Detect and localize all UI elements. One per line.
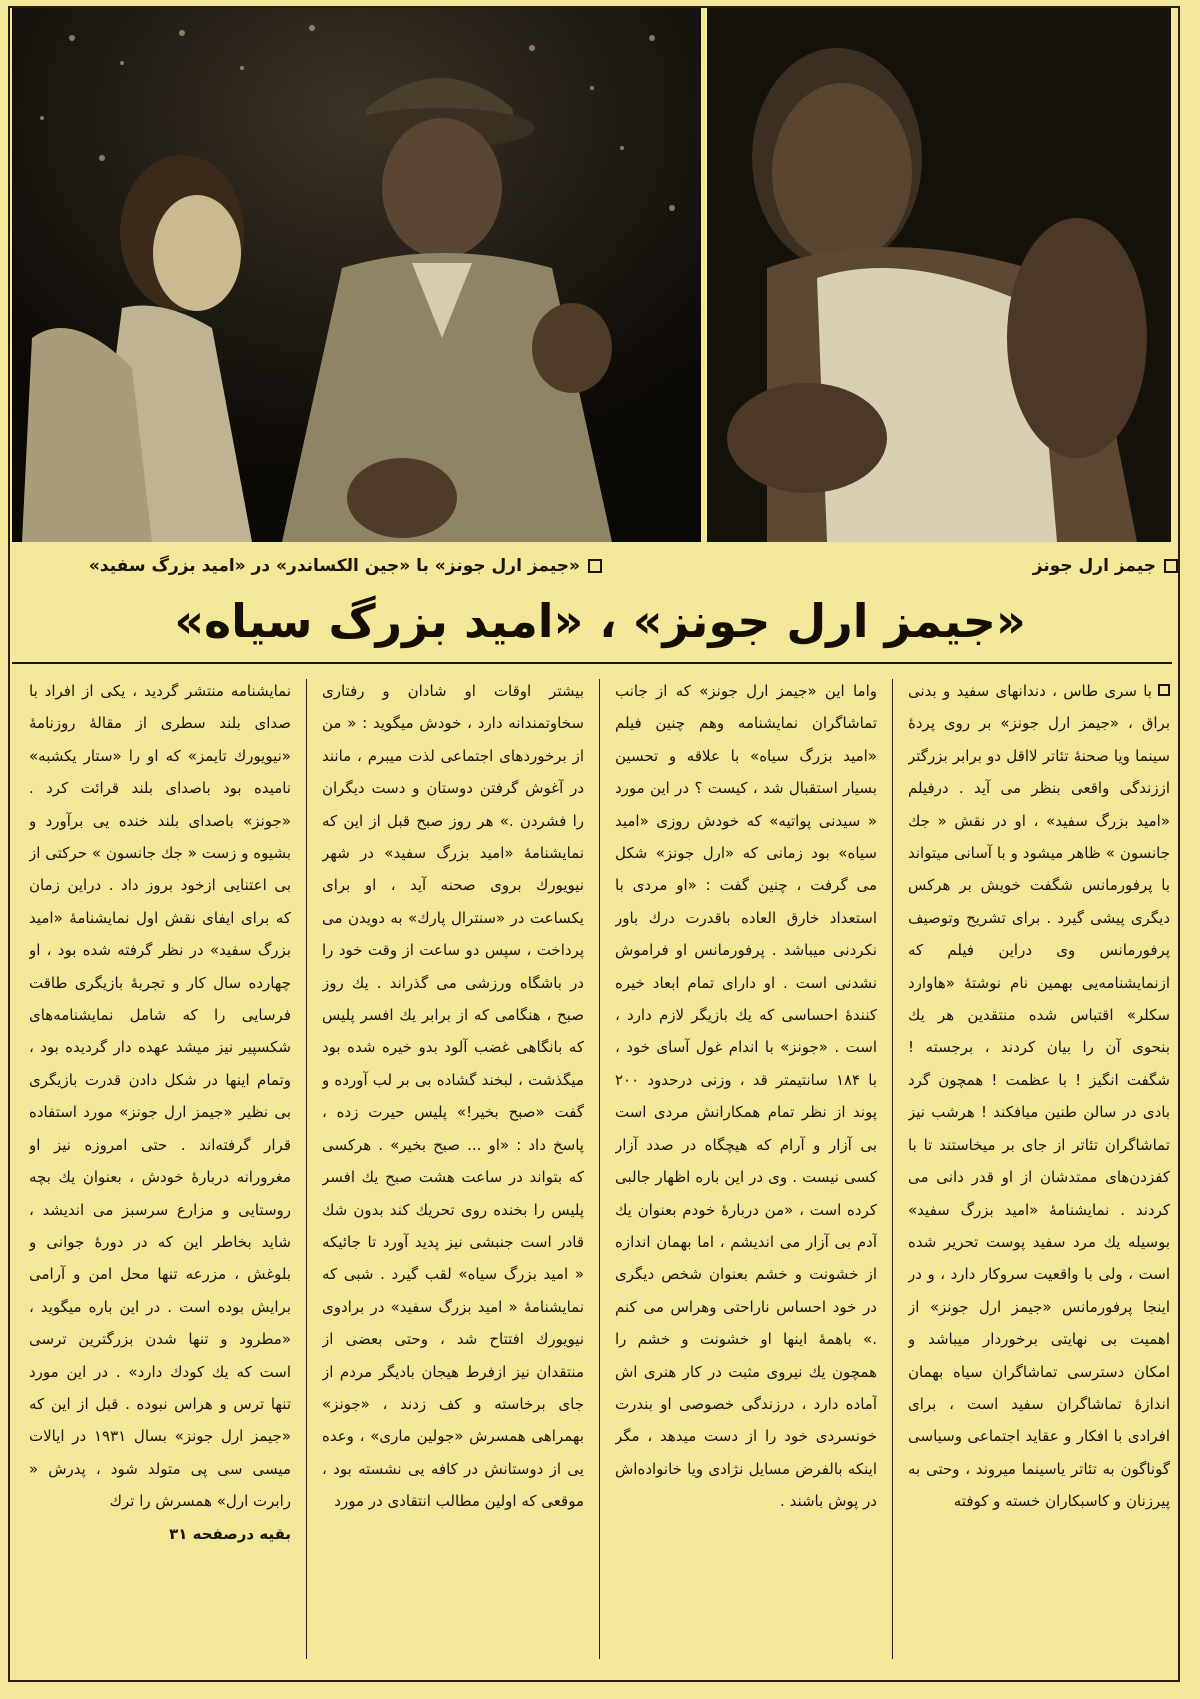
caption-box-icon [1164, 559, 1178, 573]
photo-james-earl-jones-image [707, 8, 1171, 542]
caption-left [89, 551, 602, 581]
article-column-2 [615, 675, 877, 1665]
column-1-text: با سری طاس ، دندانهای سفید و بدنی براق ، «جیمز ارل جونز» بر روی پردهٔ سینما ویا صحنهٔ تئاتر لااقل دو برابر بزرگتر اززندگی واقعی بنظر می آید . درفیلم «امید بزرگ سفید» ، او در نقش « جك جانسون » ظاهر میشود و با آسانی میتواند با پرفورمانس شگفت خویش بر هرکس دیگری پیشی گیرد . برای تشریح وتوصیف پرفورمانس وی دراین فیلم که ازنمایشنامه‌یی بهمین نام نوشتهٔ «هاوارد سکلر» اقتباس شده منتقدین هر یك بنحوی آن را بیان کردند ، برجسته ! شگفت انگیز ! با عظمت ! همچون گرد بادی در سالن طنین میافکند ! هرشب نیز تماشاگران تئاتر از جای بر میخاستند تا با کفزدن‌های ممتدشان از او قدر دانی می کردند . نمایشنامهٔ «امید بزرگ سفید» بوسیله یك مرد سفید پوست تحریر شده است ، ولی با واقعیت سروکار دارد ، و در اینجا پرفورمانس «جیمز ارل جونز» از اهمیت بی نهایتی برخوردار میباشد و امکان دسترسی تماشاگران سیاه بهمان اندازهٔ تماشاگران سفید است ، برای افرادی با افکار و عقاید اجتماعی وسیاسی گوناگون به تئاتر یاسینما میروند ، وحتی به پیرزنان و کاسبکاران خسته و کوفته [908, 682, 1170, 1511]
paragraph-box-icon [1158, 684, 1170, 696]
article-body [30, 675, 1170, 1665]
headline-rule [12, 662, 1172, 664]
article-column-4 [29, 675, 291, 1665]
article-column-1 [908, 675, 1170, 1665]
caption-left-text: «جیمز ارل جونز» با «جین الکساندر» در «امید بزرگ سفید» [88, 556, 580, 576]
photo-jones-with-alexander-image [12, 8, 701, 542]
article-column-3 [322, 675, 584, 1665]
column-2-text: واما این «جیمز ارل جونز» که از جانب تماشاگران نمایشنامه وهم چنین فیلم «امید بزرگ سیاه» با علاقه و تحسین بسیار استقبال شد ، کیست ؟ در این مورد « سیدنی پواتیه» که خودش روزی «امید سیاه» بود زمانی که «ارل جونز» شکل می گرفت ، چنین گفت : «او مردی با استعداد خارق العاده باقدرت درك باور نکردنی میباشد . پرفورمانس او فراموش نشدنی است . او دارای تمام ابعاد خیره کنندهٔ احساسی که یك بازیگر لازم دارد ، است . «جونز» با اندام غول آسای خود ، با ۱۸۴ سانتیمتر قد ، وزنی درحدود ۲۰۰ پوند از نظر تمام همکارانش مردی است بی آزار و آرام که هیچگاه در صدد آزار کسی نیست . وی در این باره اظهار جالبی کرده است ، «من دربارهٔ خودم بعنوان یك آدم بی آزار می اندیشم ، اما بهمان اندازه از خشونت و خشم بعنوان شخص دیگری در خود احساس ناراحتی وهراس می کنم .» باهمهٔ اینها او خشونت و خشم را همچون یك نیروی مثبت در کار هنری اش آماده دارد ، درزندگی خصوصی او بندرت خونسردی خود را از دست میدهد ، مگر اینکه بالفرض مسایل نژادی ویا خانواده‌اش در پوش باشند . [615, 682, 877, 1511]
column-divider [892, 679, 893, 1659]
column-divider [306, 679, 307, 1659]
caption-right [1033, 551, 1178, 581]
column-divider [599, 679, 600, 1659]
continued-on-page: بقیه درصفحه ۳۱ [169, 1524, 291, 1543]
photo-jones-with-alexander [12, 8, 701, 542]
column-3-text: بیشتر اوقات او شادان و رفتاری سخاوتمندانه دارد ، خودش میگوید : « من از برخوردهای اجتماعی لذت میبرم ، مانند در آغوش گرفتن دوستان و دست دیگران را فشردن .» هر روز صبح قبل از این که نمایشنامهٔ «امید بزرگ سفید» در شهر نیویورك بروی صحنه آید ، او برای یکساعت در «سنترال پارك» به دویدن می پرداخت ، سپس دو ساعت از وقت خود را در باشگاه ورزشی می گذراند . یك روز صبح ، هنگامی که از برابر یك افسر پلیس که بانگاهی غضب آلود بدو خیره شده بود میگذشت ، لبخند گشاده بی بر لب آورده و گفت «صبح بخیر!» پلیس حیرت زده ، پاسخ داد : «او ... صبح بخیر» . هرکسی که بتواند در ساعت هشت صبح یك افسر پلیس را بخنده روی تحریك کند بدون شك قادر است جنبشی نیز پدید آورد تا جائیکه « امید بزرگ سیاه» لقب گیرد . شبی که نمایشنامهٔ « امید بزرگ سفید» در برادوی نیویورك افتتاح شد ، وحتی بعضی از منتقدان نیز ازفرط هیجان بادیگر مردم از جای برخاسته و کف زدند ، «جونز» بهمراهی همسرش «جولین ماری» ، وعده یی از دوستانش در کافه یی نشسته بود ، موقعی که اولین مطالب انتقادی در مورد [322, 682, 584, 1511]
column-4-text: نمایشنامه منتشر گردید ، یکی از افراد با صدای بلند سطری از مقالهٔ روزنامهٔ «نیویورك تایمز» که او را «ستار یکشبه» نامیده بود باصدای بلند قرائت کرد . «جونز» باصدای بلند خنده یی برآورد و بشیوه و زست « جك جانسون » حرکتی از بی اعتنایی ازخود بروز داد . دراین زمان که برای ایفای نقش اول نمایشنامهٔ «امید بزرگ سفید» در نظر گرفته شده بود ، او چهارده سال کار و تجربهٔ بازیگری طاقت فرسایی را که شامل نمایشنامه‌های شکسپیر نیز میشد عهده دار گردیده بود ، وتمام اینها در شکل دادن قدرت بازیگری بی نظیر «جیمز ارل جونز» مورد استفاده قرار گرفته‌اند . حتی امروزه نیز او مغرورانه دربارهٔ خودش ، بعنوان یك بچه روستایی و مزارع سرسبز می اندیشد ، شاید بخاطر این که در دورهٔ جوانی و بلوغش ، مزرعه تنها محل امن و آرامی برایش بوده است . در این باره میگوید ، «مطرود و تنها شدن بزرگترین ترسی است که یك کودك دارد» . در این مورد تنها ترس و هراس نبوده . قبل از این که «جیمز ارل جونز» بسال ۱۹۳۱ در ایالات میسی سی پی متولد شود ، پدرش « رابرت ارل» همسرش را ترك [29, 682, 291, 1511]
caption-right-text: جیمز ارل جونز [1032, 556, 1156, 576]
caption-box-icon [588, 559, 602, 573]
photo-james-earl-jones [707, 8, 1171, 542]
article-headline: «جیمز ارل جونز» ، «امید بزرگ سیاه» [174, 594, 1026, 648]
